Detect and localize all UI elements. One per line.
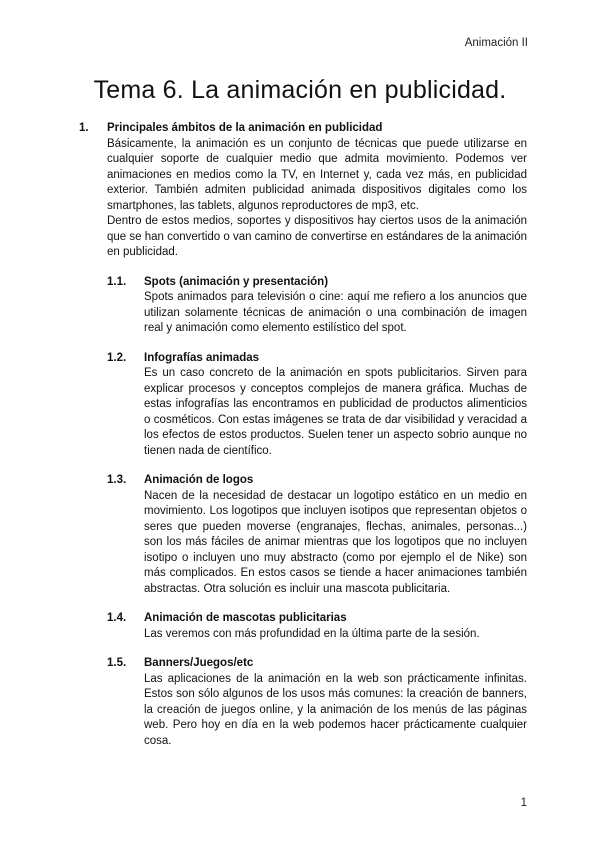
subsection-number: 1.5. [107,657,127,669]
subsection-text: Las veremos con más profundidad en la última parte de la sesión. [144,627,480,640]
section-heading [79,121,527,137]
section-paragraph: Dentro de estos medios, soportes y dispositivos hay ciertos usos de la animación que se han convertido o van camino de convertirse en estándares de la animación en publicidad. [107,215,528,258]
subsection-text: Spots animados para televisión o cine: aquí me refiero a los anuncios que utilizan solamente técnicas de animación o una combinación de imagen real y animación como elemento estilístico del spot. [144,291,527,334]
subsection-number: 1.1. [107,275,127,288]
subsection-text: Las aplicaciones de la animación en la web son prácticamente infinitas. Estos son sólo algunos de los usos más comunes: la creación de banners, la creación de juegos online, y la animación de los menús de las páginas web. Pero hoy en día en la web podemos hacer prácticamente cualquier cosa. [144,672,527,747]
subsection-title: Spots (animación y presentación) [144,275,329,288]
section-title: Principales ámbitos de la animación en publicidad [107,122,383,134]
subsection-mascotas [107,611,527,642]
subsection-heading [107,351,527,367]
page-number: 1 [520,797,527,809]
subsection-text: Es un caso concreto de la animación en spots publicitarios. Sirven para explicar procesos y conceptos complejos de manera gráfica. Muchas de estas infografías las encontramos en publicidad de productos alimenticios o cosméticos. Con estas imágenes se trata de dar visibilidad y veracidad a los efectos de estos productos. Suelen tener un aspecto sobrio aunque no tienen nada de científico. [144,367,527,457]
subsection-logos [107,473,527,597]
subsection-title: Banners/Juegos/etc [144,657,254,669]
subsection-title: Animación de mascotas publicitarias [144,612,347,624]
subsection-spots [107,275,527,337]
subsection-number: 1.4. [107,612,127,624]
subsection-infografias [107,351,527,460]
section-number: 1. [79,122,89,134]
running-header: Animación II [464,37,528,49]
subsection-number: 1.3. [107,474,127,486]
page-title: Tema 6. La animación en publicidad. [93,76,507,104]
subsection-title: Infografías animadas [144,351,260,364]
subsection-heading [107,656,527,672]
subsection-banners [107,656,527,749]
subsection-heading [107,275,527,291]
section-paragraph: Básicamente, la animación es un conjunto de técnicas que puede utilizarse en cualquier soporte de cualquier medio que admita movimiento. Podemos ver animaciones en medios como la TV, en Internet y, cada vez más, en publicidad exterior. También admiten publicidad animada dispositivos digitales como los smartphones, las tablets, algunos reproductores de mp3, etc. [107,137,527,212]
subsection-number: 1.2. [107,351,127,364]
document-body [79,121,527,749]
subsection-heading [107,473,527,489]
section-body [107,137,527,261]
subsection-title: Animación de logos [144,474,254,486]
subsection-text: Nacen de la necesidad de destacar un logotipo estático en un medio en movimiento. Los logotipos que incluyen isotipos que representan objetos o seres que pueden moverse (engranajes, flechas, animales, personas...) son los más fáciles de animar mientras que los logotipos que no incluyen isotipo o incluyen uno muy abstracto (como por ejemplo el de Nike) son más complicados. En estos casos se tiende a hacer animaciones también abstractas. Otra solución es incluir una mascota publicitaria. [144,489,527,595]
subsection-heading [107,611,527,627]
